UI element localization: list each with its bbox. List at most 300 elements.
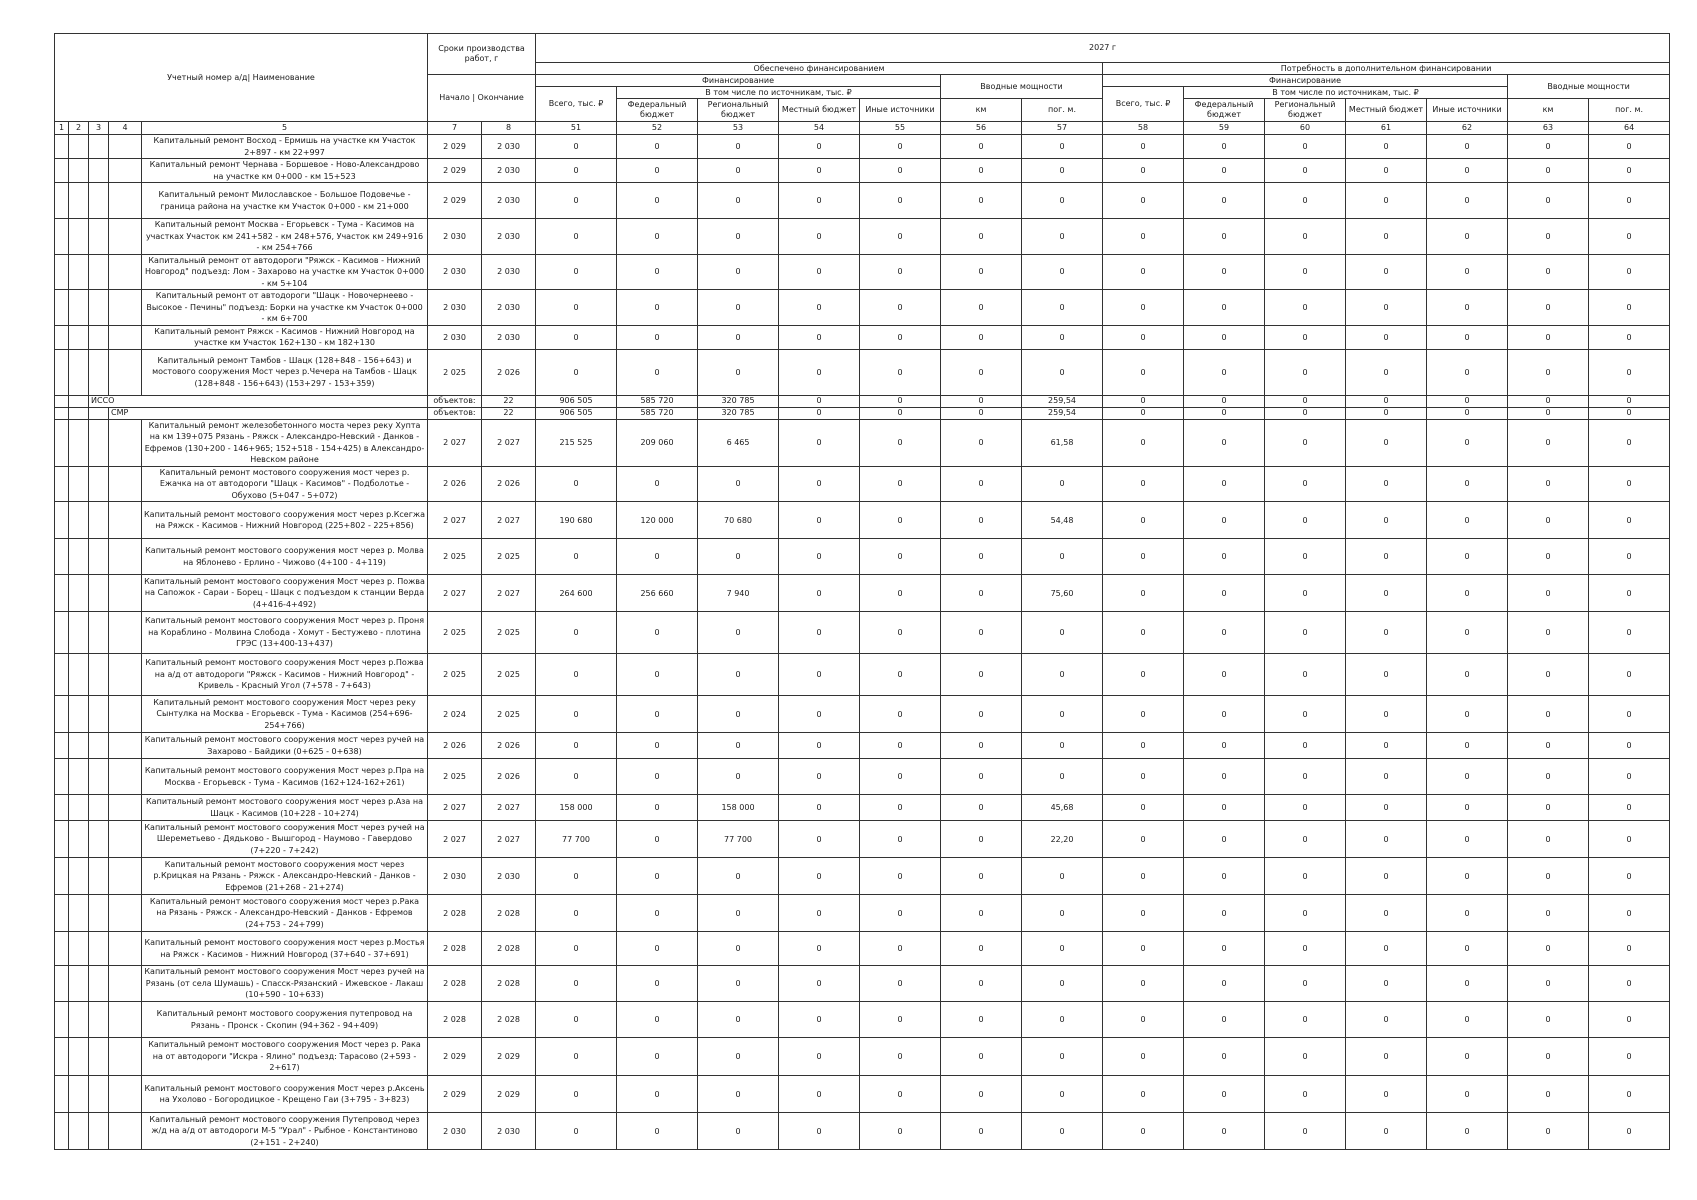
need-financing-header: Финансирование [1103,75,1508,87]
secured-sources-header: В том числе по источникам, тыс. ₽ [617,87,941,99]
column-number-cell: 53 [698,122,779,135]
value-cell: 0 [1184,821,1265,858]
summary-value-cell: 0 [1508,407,1589,419]
value-cell: 0 [941,733,1022,759]
value-cell: 0 [1103,466,1184,502]
index-cell [55,419,69,466]
index-cell [69,325,89,349]
value-cell: 0 [1427,966,1508,1002]
index-cell [55,466,69,502]
value-cell: 0 [1022,349,1103,395]
start-year-cell: 2 025 [428,654,482,696]
summary-value-cell: 320 785 [698,395,779,407]
value-cell: 0 [1265,858,1346,895]
value-cell: 0 [1508,159,1589,183]
index-cell [69,654,89,696]
value-cell: 0 [1103,733,1184,759]
period-header: Сроки производства работ, г [428,34,536,75]
value-cell: 0 [860,733,941,759]
value-cell: 0 [779,1076,860,1113]
table-row [55,159,1670,183]
value-cell: 0 [698,895,779,932]
financing-table [54,33,1670,1150]
value-cell: 0 [536,539,617,575]
table-row [55,1113,1670,1150]
summary-value-cell: 320 785 [698,407,779,419]
value-cell: 0 [698,654,779,696]
value-cell: 0 [1265,654,1346,696]
object-name-cell: Капитальный ремонт мостового сооружения Мост через р.Аксень на Ухолово - Богородицкое - Крещено Гаи (3+795 - 3+823) [142,1076,428,1113]
index-cell [109,419,142,466]
value-cell: 0 [536,466,617,502]
index-cell [69,821,89,858]
value-cell: 0 [941,290,1022,326]
value-cell: 0 [1346,135,1427,159]
value-cell: 0 [1022,219,1103,255]
value-cell: 0 [1265,1113,1346,1150]
value-cell: 0 [1427,1038,1508,1076]
summary-value-cell: 0 [779,407,860,419]
summary-value-cell: 0 [1427,407,1508,419]
index-cell [55,1002,69,1038]
value-cell: 0 [1265,419,1346,466]
index-cell [69,1113,89,1150]
need-local-header: Местный бюджет [1346,99,1427,122]
summary-value-cell: 0 [1589,407,1670,419]
value-cell: 0 [860,419,941,466]
value-cell: 0 [617,349,698,395]
value-cell: 0 [1265,159,1346,183]
value-cell: 0 [698,858,779,895]
secured-federal-header: Федеральный бюджет [617,99,698,122]
value-cell: 0 [1346,654,1427,696]
value-cell: 77 700 [698,821,779,858]
value-cell: 0 [536,183,617,219]
value-cell: 0 [779,759,860,795]
index-cell [109,466,142,502]
object-name-cell: Капитальный ремонт мостового сооружения Мост через ручей на Шереметьево - Дядьково - Вышгород - Наумово - Гавердово (7+220 - 7+242) [142,821,428,858]
value-cell: 0 [1589,932,1670,966]
index-cell [109,1076,142,1113]
value-cell: 0 [698,733,779,759]
value-cell: 0 [1184,159,1265,183]
object-name-cell: Капитальный ремонт мостового сооружения Мост через реку Сынтулка на Москва - Егорьевск - Тума - Касимов (254+696-254+766) [142,696,428,733]
start-year-cell: 2 030 [428,1113,482,1150]
value-cell: 0 [1427,575,1508,612]
index-cell [109,349,142,395]
value-cell: 0 [1589,654,1670,696]
table-row [55,1038,1670,1076]
index-cell [109,575,142,612]
summary-value-cell: 0 [941,395,1022,407]
value-cell: 0 [941,612,1022,654]
secured-other-header: Иные источники [860,99,941,122]
value-cell: 0 [941,159,1022,183]
index-cell [69,932,89,966]
value-cell: 0 [1589,502,1670,539]
value-cell: 0 [1184,1038,1265,1076]
value-cell: 0 [860,325,941,349]
value-cell: 0 [536,325,617,349]
value-cell: 0 [1346,159,1427,183]
value-cell: 0 [1589,325,1670,349]
value-cell: 0 [536,349,617,395]
index-cell [55,1113,69,1150]
value-cell: 0 [1103,1038,1184,1076]
value-cell: 0 [1184,254,1265,290]
value-cell: 77 700 [536,821,617,858]
value-cell: 0 [1184,733,1265,759]
value-cell: 0 [536,759,617,795]
end-year-cell: 2 030 [482,858,536,895]
start-year-cell: 2 030 [428,219,482,255]
bridge-rows [55,419,1670,1150]
objects-label: объектов: [428,395,482,407]
index-cell [55,575,69,612]
value-cell: 0 [617,858,698,895]
end-year-cell: 2 028 [482,895,536,932]
index-cell [89,895,109,932]
value-cell: 0 [617,539,698,575]
value-cell: 0 [1346,932,1427,966]
value-cell: 0 [779,1002,860,1038]
value-cell: 0 [617,159,698,183]
index-cell [109,696,142,733]
value-cell: 0 [1589,349,1670,395]
value-cell: 0 [1508,821,1589,858]
value-cell: 0 [779,932,860,966]
value-cell: 0 [1508,419,1589,466]
index-cell [55,349,69,395]
object-name-cell: Капитальный ремонт мостового сооружения Мост через р.Пожва на а/д от автодороги "Ряжск - Касимов - Нижний Новгород" - Кривель - Красный Угол (7+578 - 7+643) [142,654,428,696]
value-cell: 0 [1427,349,1508,395]
value-cell: 0 [1184,325,1265,349]
index-cell [109,325,142,349]
value-cell: 0 [1346,419,1427,466]
value-cell: 0 [1427,821,1508,858]
value-cell: 0 [1508,254,1589,290]
index-cell [109,654,142,696]
secured-pogm-header: пог. м. [1022,99,1103,122]
index-cell [109,895,142,932]
value-cell: 0 [1427,135,1508,159]
value-cell: 0 [698,325,779,349]
value-cell: 0 [779,895,860,932]
start-year-cell: 2 029 [428,1038,482,1076]
index-cell [89,419,109,466]
value-cell: 6 465 [698,419,779,466]
value-cell: 0 [536,858,617,895]
index-cell [109,759,142,795]
value-cell: 0 [698,219,779,255]
index-cell [89,502,109,539]
index-cell [55,654,69,696]
index-cell [55,759,69,795]
value-cell: 0 [617,966,698,1002]
index-cell [89,654,109,696]
value-cell: 0 [941,1038,1022,1076]
value-cell: 0 [1103,1113,1184,1150]
value-cell: 0 [1508,932,1589,966]
value-cell: 0 [1022,539,1103,575]
column-number-cell: 63 [1508,122,1589,135]
value-cell: 0 [1103,795,1184,821]
need-total-header: Всего, тыс. ₽ [1103,87,1184,122]
index-cell [55,135,69,159]
index-cell [55,502,69,539]
table-row [55,858,1670,895]
value-cell: 0 [1427,1113,1508,1150]
value-cell: 0 [779,502,860,539]
index-cell [69,858,89,895]
value-cell: 0 [1022,254,1103,290]
index-cell [89,733,109,759]
value-cell: 0 [779,419,860,466]
summary-value-cell: 0 [1265,407,1346,419]
value-cell: 0 [1427,895,1508,932]
object-name-cell: Капитальный ремонт Ряжск - Касимов - Нижний Новгород на участке км Участок 162+130 - км 182+130 [142,325,428,349]
column-number-cell: 5 [142,122,428,135]
index-cell [55,290,69,326]
index-cell [89,254,109,290]
value-cell: 0 [1589,419,1670,466]
index-cell [89,159,109,183]
object-name-cell: Капитальный ремонт мостового сооружения мост через р.Ксегжа на Ряжск - Касимов - Нижний Новгород (225+802 - 225+856) [142,502,428,539]
table-row [55,575,1670,612]
index-cell [89,612,109,654]
value-cell: 0 [698,159,779,183]
year-header: 2027 г [536,34,1670,63]
value-cell: 0 [1508,575,1589,612]
column-number-row [55,122,1670,135]
index-cell [109,821,142,858]
object-name-cell: Капитальный ремонт Восход - Ермишь на участке км Участок 2+897 - км 22+997 [142,135,428,159]
index-cell [55,895,69,932]
summary-value-cell: 0 [1508,395,1589,407]
value-cell: 0 [1103,290,1184,326]
value-cell: 0 [1427,539,1508,575]
end-year-cell: 2 028 [482,1002,536,1038]
table-row [55,254,1670,290]
summary-value-cell: 0 [941,407,1022,419]
object-name-cell: Капитальный ремонт мостового сооружения Мост через р.Пра на Москва - Егорьевск - Тума - Касимов (162+124-162+261) [142,759,428,795]
value-cell: 0 [941,821,1022,858]
start-year-cell: 2 029 [428,135,482,159]
object-name-cell: Капитальный ремонт мостового сооружения Путепровод через ж/д на а/д от автодороги М-5 "Урал" - Рыбное - Константиново (2+151 - 2+240) [142,1113,428,1150]
index-cell [109,932,142,966]
value-cell: 0 [536,612,617,654]
value-cell: 0 [1184,1113,1265,1150]
value-cell: 0 [536,966,617,1002]
value-cell: 0 [1184,858,1265,895]
start-year-cell: 2 027 [428,419,482,466]
need-header: Потребность в дополнительном финансировании [1103,63,1670,75]
start-year-cell: 2 024 [428,696,482,733]
value-cell: 0 [941,419,1022,466]
table-row [55,895,1670,932]
value-cell: 0 [1346,966,1427,1002]
value-cell: 0 [1103,502,1184,539]
index-cell [109,858,142,895]
index-cell [109,502,142,539]
value-cell: 0 [1589,1038,1670,1076]
column-number-cell: 55 [860,122,941,135]
index-cell [69,733,89,759]
value-cell: 0 [860,183,941,219]
value-cell: 0 [1508,654,1589,696]
index-cell [55,254,69,290]
value-cell: 0 [1589,612,1670,654]
value-cell: 0 [860,159,941,183]
need-pogm-header: пог. м. [1589,99,1670,122]
table-row [55,612,1670,654]
value-cell: 0 [617,733,698,759]
value-cell: 0 [779,858,860,895]
table-row [55,821,1670,858]
value-cell: 0 [1184,895,1265,932]
index-cell [55,325,69,349]
value-cell: 0 [536,254,617,290]
value-cell: 0 [1265,696,1346,733]
value-cell: 0 [941,135,1022,159]
value-cell: 0 [1103,696,1184,733]
value-cell: 0 [1103,759,1184,795]
table-row [55,219,1670,255]
table-row [55,325,1670,349]
value-cell: 0 [779,325,860,349]
value-cell: 70 680 [698,502,779,539]
value-cell: 0 [779,612,860,654]
value-cell: 0 [1184,290,1265,326]
value-cell: 0 [941,219,1022,255]
value-cell: 0 [698,1113,779,1150]
value-cell: 0 [698,290,779,326]
end-year-cell: 2 029 [482,1076,536,1113]
column-number-cell: 54 [779,122,860,135]
value-cell: 0 [1427,696,1508,733]
value-cell: 0 [617,290,698,326]
index-cell [69,539,89,575]
value-cell: 0 [860,795,941,821]
value-cell: 0 [1184,466,1265,502]
index-cell [55,159,69,183]
summary-label: ИССО [89,395,428,407]
index-cell [69,612,89,654]
value-cell: 0 [1265,254,1346,290]
end-year-cell: 2 030 [482,254,536,290]
value-cell: 45,68 [1022,795,1103,821]
value-cell: 0 [1265,502,1346,539]
summary-rows [55,395,1670,419]
index-cell [55,183,69,219]
value-cell: 0 [941,1002,1022,1038]
index-cell [89,290,109,326]
value-cell: 0 [1346,575,1427,612]
value-cell: 0 [1184,654,1265,696]
value-cell: 0 [1265,966,1346,1002]
index-cell [89,407,109,419]
value-cell: 0 [1346,219,1427,255]
summary-value-cell: 0 [1346,395,1427,407]
value-cell: 215 525 [536,419,617,466]
table-row [55,466,1670,502]
column-number-cell: 51 [536,122,617,135]
index-cell [55,612,69,654]
value-cell: 0 [1184,183,1265,219]
value-cell: 0 [1346,254,1427,290]
end-year-cell: 2 027 [482,502,536,539]
value-cell: 0 [698,539,779,575]
start-year-cell: 2 025 [428,759,482,795]
index-cell [89,1038,109,1076]
value-cell: 0 [1184,349,1265,395]
start-year-cell: 2 030 [428,254,482,290]
index-cell [69,966,89,1002]
value-cell: 0 [1508,1076,1589,1113]
index-cell [69,696,89,733]
column-number-cell: 58 [1103,122,1184,135]
value-cell: 0 [698,932,779,966]
value-cell: 0 [860,1076,941,1113]
value-cell: 0 [1346,183,1427,219]
value-cell: 0 [1265,821,1346,858]
end-year-cell: 2 025 [482,539,536,575]
object-name-cell: Капитальный ремонт Москва - Егорьевск - Тума - Касимов на участках Участок км 241+582 - км 248+576, Участок км 249+916 - км 254+766 [142,219,428,255]
value-cell: 0 [941,759,1022,795]
column-number-cell: 3 [89,122,109,135]
object-name-cell: Капитальный ремонт мостового сооружения мост через ручей на Захарово - Байдики (0+625 - 0+638) [142,733,428,759]
index-cell [55,821,69,858]
value-cell: 0 [1265,575,1346,612]
column-number-cell: 62 [1427,122,1508,135]
start-year-cell: 2 029 [428,1076,482,1113]
index-cell [89,1113,109,1150]
value-cell: 0 [536,290,617,326]
index-cell [55,696,69,733]
value-cell: 0 [860,654,941,696]
summary-value-cell: 0 [1589,395,1670,407]
value-cell: 0 [941,183,1022,219]
start-year-cell: 2 025 [428,612,482,654]
summary-value-cell: 585 720 [617,407,698,419]
value-cell: 0 [1184,612,1265,654]
table-row [55,290,1670,326]
start-year-cell: 2 025 [428,349,482,395]
value-cell: 0 [1103,966,1184,1002]
value-cell: 0 [860,759,941,795]
table-row [55,419,1670,466]
value-cell: 0 [779,290,860,326]
start-year-cell: 2 028 [428,932,482,966]
value-cell: 0 [1508,1113,1589,1150]
end-year-cell: 2 026 [482,733,536,759]
value-cell: 0 [1508,135,1589,159]
value-cell: 0 [860,966,941,1002]
value-cell: 0 [1427,159,1508,183]
summary-value-cell: 0 [1184,407,1265,419]
value-cell: 0 [860,502,941,539]
value-cell: 0 [1427,419,1508,466]
index-cell [55,395,69,407]
end-year-cell: 2 028 [482,966,536,1002]
value-cell: 0 [1265,349,1346,395]
value-cell: 0 [860,539,941,575]
value-cell: 264 600 [536,575,617,612]
table-row [55,759,1670,795]
value-cell: 0 [698,1038,779,1076]
value-cell: 0 [941,349,1022,395]
value-cell: 0 [860,932,941,966]
